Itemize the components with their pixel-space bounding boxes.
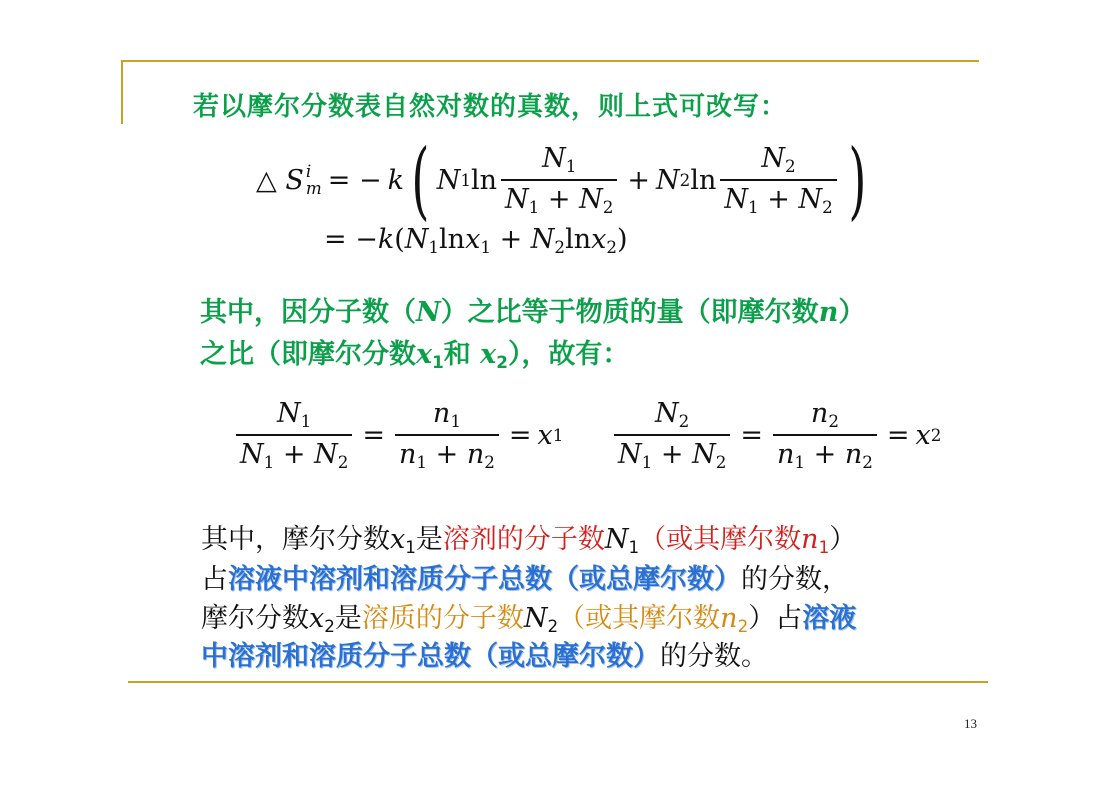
k-constant-2: k <box>377 224 395 255</box>
ratio-equation-2: $\frac{N_2}{N_1 + N_2}$ = $\frac{n_2}{n_1 + n_2}$ = x 2 <box>610 390 941 480</box>
paragraph-line-2: 之比（即摩尔分数$x_1$和 $x_2$），故有： <box>200 339 630 372</box>
entropy-equation-line1: △ S i m = − k ( N 1 ln $\frac{N_1}{N_1 + N_2}$ + N 2 ln $\frac{N_2}{N_1 + N_2}$ ) <box>256 131 867 229</box>
plus-sign: + <box>627 164 651 196</box>
frame-bottom-rule <box>128 681 988 683</box>
entropy-superscript: i <box>305 161 312 182</box>
ratio-equation-1: $\frac{N_1}{N_1 + N_2}$ = $\frac{n_1}{n_1 + n_2}$ = x 1 <box>232 390 563 480</box>
right-paren: ) <box>848 131 867 229</box>
equals-minus: = − <box>327 164 382 196</box>
body-line-1: 其中，摩尔分数$x_1$是溶剂的分子数$N_1$（或其摩尔数$n_1$） <box>201 524 857 557</box>
fraction-N2: $\frac{N_2}{N_1 + N_2}$ <box>720 143 836 217</box>
page-number: 13 <box>964 716 977 731</box>
fraction-N1: $\frac{N_1}{N_1 + N_2}$ <box>501 143 617 217</box>
frame-top-rule <box>121 60 979 62</box>
paragraph-line-1: 其中，因分子数（N）之比等于物质的量（即摩尔数n） <box>200 297 866 328</box>
entropy-scripts <box>306 163 322 196</box>
body-line-2: 占溶液中溶剂和溶质分子总数（或总摩尔数）的分数， <box>201 564 849 595</box>
slide-heading: 若以摩尔分数表自然对数的真数，则上式可改写： <box>193 92 788 122</box>
ln-operator: ln <box>471 164 498 196</box>
entropy-subscript: m <box>305 178 322 198</box>
entropy-symbol: S <box>285 164 304 196</box>
equals-minus-2: = − <box>324 224 378 255</box>
sub-1: 1 <box>460 170 472 190</box>
frame-left-rule <box>121 60 123 124</box>
body-line-3: 摩尔分数$x_2$是溶质的分子数$N_2$（或其摩尔数$n_2$）占溶液 <box>201 603 857 636</box>
delta-symbol: △ <box>256 164 277 196</box>
k-constant: k <box>387 164 404 196</box>
N-symbol: N <box>436 164 461 196</box>
body-line-4: 中溶剂和溶质分子总数（或总摩尔数）的分数。 <box>201 641 768 672</box>
entropy-equation-line2: = $-k(N_1\ln x_1 + N_2\ln x_2)$ <box>324 224 628 257</box>
left-paren: ( <box>411 131 430 229</box>
